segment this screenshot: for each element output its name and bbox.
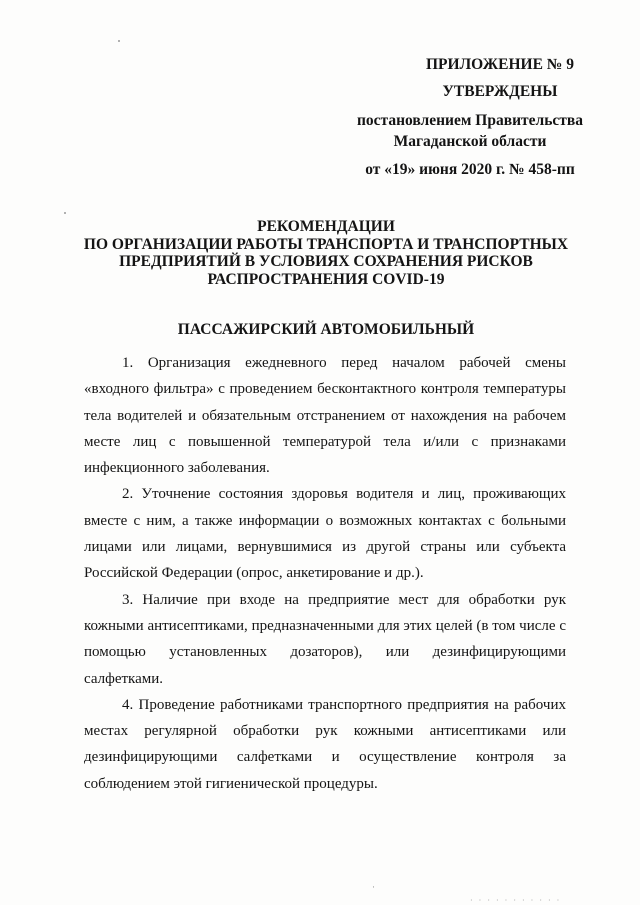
approval-authority-line-1: постановлением Правительства <box>356 112 584 129</box>
appendix-header <box>300 54 640 180</box>
paragraph-2: 2. Уточнение состояния здоровья водителя и лиц, проживающих вместе с ним, а также информации о возможных контактах с больными лицами или лицами, вернувшимися из другой страны или субъекта Российской Федерации (опрос, анкетирование и др.). <box>84 486 566 582</box>
paragraph-3: 3. Наличие при входе на предприятие мест для обработки рук кожными антисептиками, предназначенными для этих целей (в том числе с помощью установленных дозаторов), или дезинфицирующими салфетками. <box>84 591 566 687</box>
scan-mark: · <box>372 882 375 892</box>
title-line-3: ПРЕДПРИЯТИЙ В УСЛОВИЯХ СОХРАНЕНИЯ РИСКОВ <box>119 253 533 270</box>
title-line-2: ПО ОРГАНИЗАЦИИ РАБОТЫ ТРАНСПОРТА И ТРАНСПОРТНЫХ <box>83 235 569 253</box>
paragraph-1: 1. Организация ежедневного перед началом рабочей смены «входного фильтра» с проведением бесконтактного контроля температуры тела водителей и обязательным отстранением от нахождения на рабочем месте лиц с повышенной температурой тела и/или с признаками инфекционного заболевания. <box>84 355 566 477</box>
title-line-1: РЕКОМЕНДАЦИИ <box>257 218 395 235</box>
approval-authority-line-2: Магаданской области <box>393 133 547 150</box>
approved-label: УТВЕРЖДЕНЫ <box>442 83 558 100</box>
approval-date: от «19» июня 2020 г. № 458-пп <box>365 161 575 178</box>
paragraph-4: 4. Проведение работниками транспортного предприятия на рабочих местах регулярной обработки рук кожными антисептиками или дезинфицирующими салфетками и осуществление контроля за соблюдением этой гигиенической процедуры. <box>84 696 566 792</box>
scan-speck <box>118 40 120 42</box>
section-title: ПАССАЖИРСКИЙ АВТОМОБИЛЬНЫЙ <box>177 321 475 338</box>
appendix-number: ПРИЛОЖЕНИЕ № 9 <box>426 56 574 73</box>
document-title <box>76 218 576 288</box>
scan-speck <box>64 212 66 214</box>
approval-authority <box>300 110 640 152</box>
title-line-4: РАСПРОСТРАНЕНИЯ COVID-19 <box>207 270 445 288</box>
document-body <box>84 350 566 797</box>
scan-edge-marks: · · · · · · · · · · · <box>470 896 562 905</box>
